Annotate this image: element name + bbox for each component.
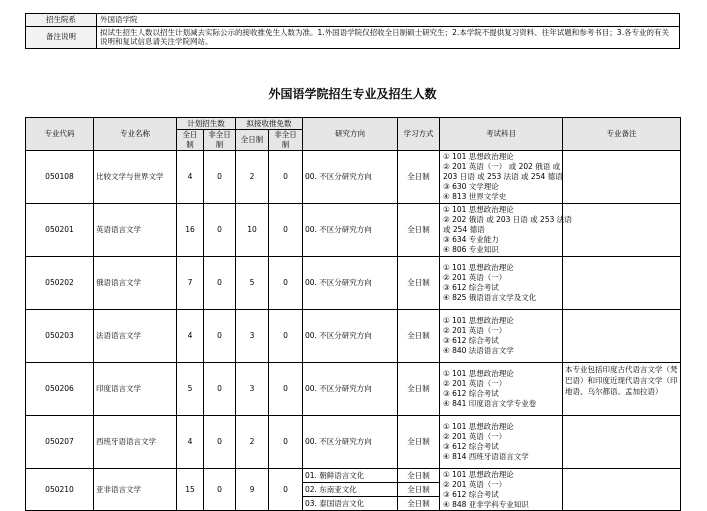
research-direction: 00. 不区分研究方向	[303, 416, 398, 469]
major-code: 050207	[26, 416, 94, 469]
header-remark: 专业备注	[563, 118, 681, 151]
exam-subjects	[440, 257, 563, 310]
plan-full: 4	[177, 310, 204, 363]
plan-full: 15	[177, 469, 204, 511]
study-mode: 全日制	[398, 469, 440, 483]
exam-line: ④ 841 印度语言文学专业卷	[443, 399, 537, 408]
research-direction: 00. 不区分研究方向	[303, 204, 398, 257]
notes-label: 备注说明	[26, 26, 97, 48]
header-plan: 计划招生数	[177, 118, 236, 130]
major-remark	[563, 204, 681, 257]
research-direction: 00. 不区分研究方向	[303, 310, 398, 363]
exam-line: ④ 814 西班牙语语言文学	[443, 452, 529, 461]
header-direction: 研究方向	[303, 118, 398, 151]
department-label: 招生院系	[26, 14, 97, 27]
exam-line: ① 101 思想政治理论	[443, 316, 514, 325]
rec-part: 0	[269, 310, 303, 363]
exam-line: ④ 848 亚非学科专业知识	[443, 499, 529, 509]
exam-line: ① 101 思想政治理论	[443, 205, 514, 214]
study-mode: 全日制	[398, 151, 440, 204]
exam-line: ② 202 俄语 或 203 日语 或 253 法语	[443, 215, 572, 224]
exam-line: ② 201 英语（一）	[443, 273, 507, 282]
rec-part: 0	[269, 469, 303, 511]
exam-line: 或 254 德语	[443, 225, 485, 234]
table-row	[26, 469, 681, 483]
research-direction: 00. 不区分研究方向	[303, 363, 398, 416]
exam-line: ② 201 英语（一） 或 202 俄语 或	[443, 162, 561, 171]
major-code: 050201	[26, 204, 94, 257]
header-mode: 学习方式	[398, 118, 440, 151]
info-row-notes	[26, 26, 680, 48]
exam-line: ③ 612 综合考试	[443, 389, 499, 398]
exam-line: ④ 840 法语语言文学	[443, 346, 514, 355]
rec-part: 0	[269, 257, 303, 310]
exam-line: ① 101 思想政治理论	[443, 263, 514, 272]
plan-part: 0	[204, 151, 236, 204]
major-name: 法语语言文学	[94, 310, 177, 363]
major-remark	[563, 310, 681, 363]
rec-full: 3	[236, 310, 269, 363]
study-mode: 全日制	[398, 363, 440, 416]
plan-full: 4	[177, 151, 204, 204]
exam-line: ③ 634 专业能力	[443, 235, 499, 244]
rec-part: 0	[269, 363, 303, 416]
rec-part: 0	[269, 151, 303, 204]
research-direction: 01. 朝鲜语言文化	[303, 469, 398, 483]
plan-part: 0	[204, 416, 236, 469]
exam-subjects	[440, 469, 563, 511]
major-code: 050210	[26, 469, 94, 511]
notes-value: 拟试生招生人数以招生计划减去实际公示的接收推免生人数为准。1.外国语学院仅招收全日制硕士研究生；2.本学院不提供复习资料、往年试题和参考书目；3.各专业的有关说明和复试信息请关注学院网站。	[97, 26, 680, 48]
study-mode: 全日制	[398, 204, 440, 257]
major-name: 比较文学与世界文学	[94, 151, 177, 204]
exam-line: ③ 612 综合考试	[443, 336, 499, 345]
study-mode: 全日制	[398, 497, 440, 511]
major-remark	[563, 469, 681, 511]
plan-full: 4	[177, 416, 204, 469]
department-value: 外国语学院	[97, 14, 680, 27]
exam-line: ④ 806 专业知识	[443, 245, 499, 254]
exam-line: ④ 825 俄语语言文学及文化	[443, 293, 537, 302]
table-row	[26, 257, 681, 310]
rec-full: 3	[236, 363, 269, 416]
major-remark: 本专业包括印度古代语言文学（梵巴语）和印度近现代语言文学（印地语、乌尔都语、孟加拉语）	[563, 363, 681, 416]
majors-table	[25, 117, 681, 511]
study-mode: 全日制	[398, 483, 440, 497]
header-code: 专业代码	[26, 118, 94, 151]
exam-line: ② 201 英语（一）	[443, 379, 507, 388]
info-table	[25, 13, 680, 49]
exam-line: ② 201 英语（一）	[443, 326, 507, 335]
research-direction: 00. 不区分研究方向	[303, 151, 398, 204]
info-row-department	[26, 14, 680, 27]
rec-part: 0	[269, 416, 303, 469]
exam-line: ③ 612 综合考试	[443, 442, 499, 451]
exam-subjects	[440, 416, 563, 469]
header-recommend: 拟接收推免数	[236, 118, 303, 130]
exam-line: ③ 612 综合考试	[443, 489, 499, 499]
major-name: 俄语语言文学	[94, 257, 177, 310]
exam-line: 203 日语 或 253 法语 或 254 德语	[443, 172, 563, 181]
table-row	[26, 204, 681, 257]
plan-part: 0	[204, 204, 236, 257]
major-name: 印度语言文学	[94, 363, 177, 416]
header-rec-full: 全日制	[236, 130, 269, 151]
table-row	[26, 151, 681, 204]
study-mode: 全日制	[398, 416, 440, 469]
major-remark	[563, 151, 681, 204]
major-remark	[563, 416, 681, 469]
plan-part: 0	[204, 257, 236, 310]
exam-line: ④ 813 世界文学史	[443, 192, 507, 201]
plan-part: 0	[204, 469, 236, 511]
exam-line: ② 201 英语（一）	[443, 432, 507, 441]
major-name: 英语语言文学	[94, 204, 177, 257]
study-mode: 全日制	[398, 257, 440, 310]
header-plan-part: 非全日制	[204, 130, 236, 151]
rec-full: 2	[236, 416, 269, 469]
table-row	[26, 363, 681, 416]
major-code: 050206	[26, 363, 94, 416]
exam-line: ① 101 思想政治理论	[443, 369, 514, 378]
plan-part: 0	[204, 310, 236, 363]
plan-full: 5	[177, 363, 204, 416]
exam-subjects	[440, 204, 572, 257]
exam-line: ① 101 思想政治理论	[443, 469, 514, 479]
study-mode: 全日制	[398, 310, 440, 363]
exam-line: ③ 612 综合考试	[443, 283, 499, 292]
header-rec-part: 非全日制	[269, 130, 303, 151]
exam-line: ① 101 思想政治理论	[443, 422, 514, 431]
exam-line: ① 101 思想政治理论	[443, 152, 514, 161]
rec-full: 2	[236, 151, 269, 204]
research-direction: 03. 泰国语言文化	[303, 497, 398, 511]
exam-subjects	[440, 363, 563, 416]
exam-subjects	[440, 151, 563, 204]
research-direction: 02. 东南亚文化	[303, 483, 398, 497]
page-title: 外国语学院招生专业及招生人数	[268, 87, 437, 101]
header-exam: 考试科目	[440, 118, 563, 151]
major-code: 050202	[26, 257, 94, 310]
exam-subjects	[440, 310, 563, 363]
table-row	[26, 310, 681, 363]
exam-line: ③ 630 文学理论	[443, 182, 499, 191]
major-name: 西班牙语语言文学	[94, 416, 177, 469]
rec-full: 9	[236, 469, 269, 511]
header-plan-full: 全日制	[177, 130, 204, 151]
table-row	[26, 416, 681, 469]
rec-part: 0	[269, 204, 303, 257]
research-direction: 00. 不区分研究方向	[303, 257, 398, 310]
plan-part: 0	[204, 363, 236, 416]
exam-line: ② 201 英语（一）	[443, 479, 507, 489]
major-remark	[563, 257, 681, 310]
header-name: 专业名称	[94, 118, 177, 151]
plan-full: 7	[177, 257, 204, 310]
rec-full: 5	[236, 257, 269, 310]
rec-full: 10	[236, 204, 269, 257]
major-code: 050108	[26, 151, 94, 204]
major-name: 亚非语言文学	[94, 469, 177, 511]
plan-full: 16	[177, 204, 204, 257]
major-code: 050203	[26, 310, 94, 363]
header-row	[26, 118, 681, 130]
